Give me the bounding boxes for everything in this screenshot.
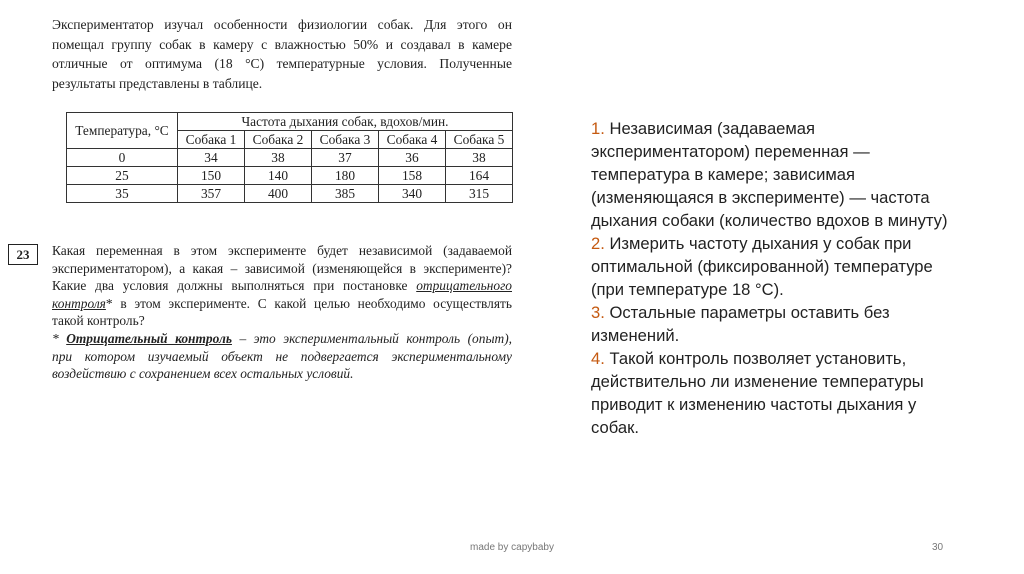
value-cell: 180 [312,167,379,185]
text: * в этом эксперименте. С какой целью необходимо осуществлять [105,295,512,311]
column-header: Собака 2 [245,131,312,149]
value-cell: 385 [312,185,379,203]
answer-line [591,255,948,278]
column-header: Собака 4 [379,131,446,149]
value-cell: 357 [178,185,245,203]
term-underlined: контроля [52,295,106,311]
value-cell: 38 [245,149,312,167]
answer-line [591,163,948,186]
value-cell: 150 [178,167,245,185]
temp-cell: 0 [67,149,178,167]
answer-line [591,324,948,347]
table-row [67,149,513,167]
results-table [66,112,513,203]
answer-text: действительно ли изменение температуры [591,372,924,391]
value-cell: 38 [446,149,513,167]
answer-number: 3. [591,303,605,322]
answer-text: дыхания собаки (количество вдохов в минуту) [591,211,948,230]
answer-line [591,370,948,393]
page-number: 30 [932,542,944,553]
text: Какие два условия должны выполняться при постановке [52,278,417,294]
answer-text: приводит к изменению частоты дыхания у [591,395,917,414]
answer-number: 4. [591,349,605,368]
value-cell: 158 [379,167,446,185]
intro-line: результаты представлены в таблице. [52,75,263,91]
term-underlined: отрицательного [416,278,512,294]
intro-line: Экспериментатор изучал особенности физиологии собак. Для этого он [52,17,512,32]
group-header: Частота дыхания собак, вдохов/мин. [178,113,513,131]
table-row [67,185,513,203]
question-line [52,277,512,295]
answer-text: Такой контроль позволяет установить, [609,349,907,368]
answer-text: экспериментатором) переменная — [591,142,870,161]
question-number: 23 [8,244,38,265]
text: – это экспериментальный контроль (опыт), [231,330,512,346]
column-header: Собака 3 [312,131,379,149]
intro-text [52,15,512,93]
answer-line [591,209,948,232]
temp-header: Температура, °С [67,113,178,149]
intro-line: отличные от оптимума (18 °С) температурные условия. Полученные [52,56,512,71]
answer-line [591,232,948,255]
column-header: Собака 5 [446,131,513,149]
temp-cell: 25 [67,167,178,185]
value-cell: 36 [379,149,446,167]
answer-line [591,393,948,416]
text: * [52,330,67,346]
answer-text: оптимальной (фиксированной) температуре [591,257,933,276]
answer-number: 2. [591,234,605,253]
answers [591,117,948,439]
answer-number: 1. [591,119,605,138]
answer-text: Независимая (задаваемая [609,119,816,138]
answer-line [591,347,948,370]
answer-line [591,140,948,163]
answer-text: температура в камере; зависимая [591,165,856,184]
answer-line [591,117,948,140]
value-cell: 140 [245,167,312,185]
answer-line [591,416,948,439]
value-cell: 400 [245,185,312,203]
answer-text: собак. [591,418,639,437]
question-line [52,295,512,313]
temp-cell: 35 [67,185,178,203]
column-header: Собака 1 [178,131,245,149]
answer-text: изменений. [591,326,680,345]
answer-text: (при температуре 18 °С). [591,280,784,299]
question-text [52,242,512,383]
answer-line [591,186,948,209]
footer: made by capybaby [470,542,554,553]
footnote-line [52,330,512,348]
answer-text: (изменяющаяся в эксперименте) — частота [591,188,930,207]
answer-text: Остальные параметры оставить без [609,303,890,322]
table-row [67,167,513,185]
question-line: такой контроль? [52,313,145,329]
value-cell: 340 [379,185,446,203]
intro-line: помещал группу собак в камеру с влажностью 50% и создавал в камере [52,36,512,52]
answer-line [591,278,948,301]
footnote-line: при котором изучаемый объект не подвергается экспериментальному [52,348,512,364]
answer-text: Измерить частоту дыхания у собак при [609,234,912,253]
value-cell: 34 [178,149,245,167]
question-line: экспериментатором), а какая – зависимой (изменяющейся в эксперименте)? [52,260,512,276]
value-cell: 37 [312,149,379,167]
question-line: Какая переменная в этом эксперименте будет независимой (задаваемой [52,243,512,258]
value-cell: 164 [446,167,513,185]
footnote-term: Отрицательный контроль [66,330,232,346]
value-cell: 315 [446,185,513,203]
footnote-line: воздействию с сохранением всех остальных условий. [52,366,354,382]
answer-line [591,301,948,324]
